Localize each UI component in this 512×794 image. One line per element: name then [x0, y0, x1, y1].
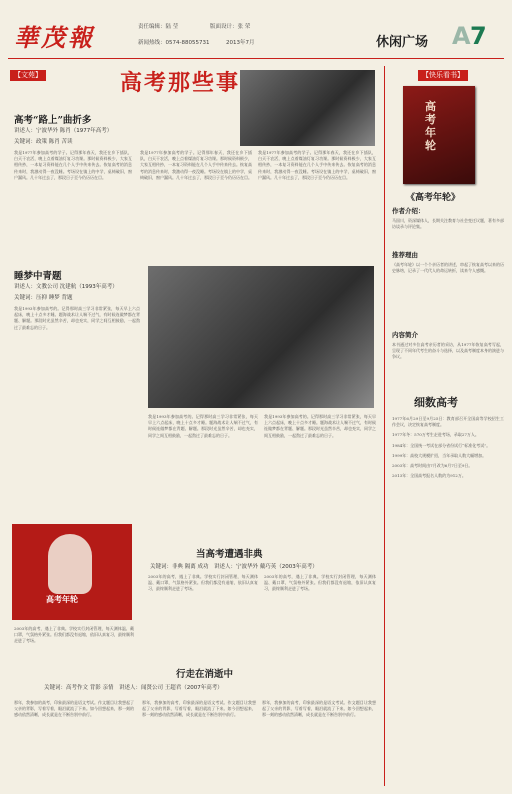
number-item: 2013年：全国高考报名人数约为912万。: [392, 473, 466, 479]
page-badge: [448, 22, 492, 52]
page-headline: 高考那些事: [120, 71, 241, 96]
story1-speaker: 讲述人：宁波华外 陈肖（1977年高考）: [14, 128, 113, 134]
section-tag-book: 【快乐看书】: [418, 70, 468, 81]
number-item: 1977年6月29日至9月25日：教育部召开全国高等学校招生工作会议，决定恢复高考制度。: [392, 416, 504, 428]
story3-title: 当高考遭遇非典: [196, 549, 263, 560]
column-divider: [384, 66, 385, 786]
number-item: 1984年：全国统一考试在部分省份试行“标准化考试”。: [392, 442, 491, 448]
story4-body-col3: 那年，我参加的高考，印象最深的是语文考试。作文题目让我想起了父亲的背影，写着写着，眼泪就流了下来。如今回想起来，那一刻的感动依然清晰，成长就是在不断告别中前行。: [262, 700, 376, 718]
story2-body-col3: 我是1993年参加高考的。记得那时高三学习非常紧张，每天早上六点起床，晚上十点多才睡。题海战术让人喘不过气，有时候连做梦都在背题、解题。那段时光虽然辛苦，却也充实，同学之间互相鼓励，一起熬过了最难忘的日子。: [264, 414, 376, 438]
story2-speaker: 讲述人：文教公司 沈建航（1993年高考）: [14, 284, 118, 290]
number-item: 2003年：高考时间由7月改为6月7日至9日。: [392, 463, 473, 469]
numbers-list: [392, 416, 504, 786]
editor-label: 责任编辑：陆 莹: [138, 24, 179, 30]
phone-label: 新闻热线：0574-88055731: [138, 40, 210, 46]
story2-title: 睡梦中青题: [14, 271, 62, 282]
recommend-body: 《高考年轮》以一个个亲历者的讲述，串起了恢复高考以来的历史脉络，记录了一代代人的命运转折，读来令人感慨。: [392, 262, 504, 274]
sars-illustration-label: 高考年轮: [46, 595, 78, 604]
story1-body: 我是1977年参加高考的学子。记得那年春天，我还在乡下插队，白天干农活，晚上点着煤油灯复习功课。那时候资料极少，大家互相传抄，一本复习资料能在几个人手中传来传去。恢复高考的消息传来时，我激动得一夜没睡。考场设在镇上的中学，桌椅破旧，窗户漏风。几十年过去了，那段日子至今仍历历在目。: [14, 150, 132, 180]
sars-illustration: [12, 524, 132, 620]
design-label: 版面设计：张 荣: [210, 24, 251, 30]
story4-speaker: 关键词：高考作文 背影 亲情 讲述人：闻贤公司 王超君（2007年高考）: [44, 685, 223, 691]
newspaper-logo: 華茂報: [14, 23, 95, 52]
story1-body-col2: 我是1977年参加高考的学子。记得那年春天，我还在乡下插队，白天干农活，晚上点着煤油灯复习功课。那时候资料极少，大家互相传抄，一本复习资料能在几个人手中传来传去。恢复高考的消息传来时，我激动得一夜没睡。考场设在镇上的中学，桌椅破旧，窗户漏风。几十年过去了，那段日子至今仍历历在目。: [140, 150, 252, 180]
number-item: 1977年冬：570万考生走进考场，录取27万人。: [392, 432, 479, 438]
issue-date: 2013年7月: [226, 40, 255, 46]
summary-body: 本书通过对多位高考亲历者的采访，从1977年恢复高考写起，呈现了不同年代考生的奋斗与选择，以及高考制度本身的演进与争议。: [392, 342, 504, 360]
exam-hall-photo: [240, 70, 375, 146]
author-body: 马国川，资深媒体人，长期关注教育与社会变迁议题，著有多部访谈录与评论集。: [392, 218, 504, 230]
story4-body-col2: 那年，我参加的高考，印象最深的是语文考试。作文题目让我想起了父亲的背影，写着写着，眼泪就流了下来。如今回想起来，那一刻的感动依然清晰，成长就是在不断告别中前行。: [142, 700, 256, 718]
story3-speaker: 关键词：非典 隔离 成功 讲述人：宁波华外 戴巧英（2003年高考）: [150, 564, 318, 570]
story2-body-col2: 我是1993年参加高考的。记得那时高三学习非常紧张，每天早上六点起床，晚上十点多才睡。题海战术让人喘不过气，有时候连做梦都在背题、解题。那段时光虽然辛苦，却也充实，同学之间互相鼓励，一起熬过了最难忘的日子。: [148, 414, 258, 438]
story2-body: 我是1993年参加高考的。记得那时高三学习非常紧张，每天早上六点起床，晚上十点多才睡。题海战术让人喘不过气，有时候连做梦都在背题、解题。那段时光虽然辛苦，却也充实，同学之间互相鼓励，一起熬过了最难忘的日子。: [14, 306, 140, 330]
section-tag-wenyuan: 【文苑】: [10, 70, 46, 81]
book-title: 《高考年轮》: [406, 193, 461, 203]
story1-keywords: 关键词：政策 陈肖 苦读: [14, 139, 73, 145]
book-cover: [403, 86, 475, 184]
story3-body-col2: 2003年的高考，遇上了非典。学校实行封闭管理，每天测体温、戴口罩，气氛格外紧张。但我们都没有退缩，依旧认真复习，最终顺利走进了考场。: [148, 574, 258, 592]
classroom-photo: [148, 266, 374, 408]
story3-body: 2003年的高考，遇上了非典。学校实行封闭管理，每天测体温、戴口罩，气氛格外紧张。但我们都没有退缩，依旧认真复习，最终顺利走进了考场。: [14, 626, 134, 644]
section-title: 休闲广场: [376, 35, 429, 50]
story1-title: 高考“路上”曲折多: [14, 115, 92, 126]
numbers-title: 细数高考: [414, 396, 458, 409]
page-number: 7: [470, 22, 487, 50]
masthead-rule: [8, 58, 504, 59]
story2-keywords: 关键词：压抑 睡梦 背题: [14, 295, 73, 301]
book-cover-title: 高考年轮: [425, 100, 436, 152]
story3-body-col3: 2003年的高考，遇上了非典。学校实行封闭管理，每天测体温、戴口罩，气氛格外紧张。但我们都没有退缩，依旧认真复习，最终顺利走进了考场。: [264, 574, 376, 592]
page-letter: A: [452, 22, 471, 50]
recommend-heading: 推荐理由: [392, 251, 418, 259]
fist-icon: [48, 534, 92, 594]
author-heading: 作者介绍：: [392, 207, 425, 215]
masthead: [0, 0, 512, 66]
number-item: 1999年：高校大规模扩招，当年录取人数大幅增加。: [392, 452, 487, 458]
summary-heading: 内容简介: [392, 331, 418, 339]
story1-body-col3: 我是1977年参加高考的学子。记得那年春天，我还在乡下插队，白天干农活，晚上点着煤油灯复习功课。那时候资料极少，大家互相传抄，一本复习资料能在几个人手中传来传去。恢复高考的消息传来时，我激动得一夜没睡。考场设在镇上的中学，桌椅破旧，窗户漏风。几十年过去了，那段日子至今仍历历在目。: [258, 150, 376, 180]
story4-body: 那年，我参加的高考，印象最深的是语文考试。作文题目让我想起了父亲的背影，写着写着，眼泪就流了下来。如今回想起来，那一刻的感动依然清晰，成长就是在不断告别中前行。: [14, 700, 134, 718]
story4-title: 行走在消逝中: [176, 669, 234, 680]
